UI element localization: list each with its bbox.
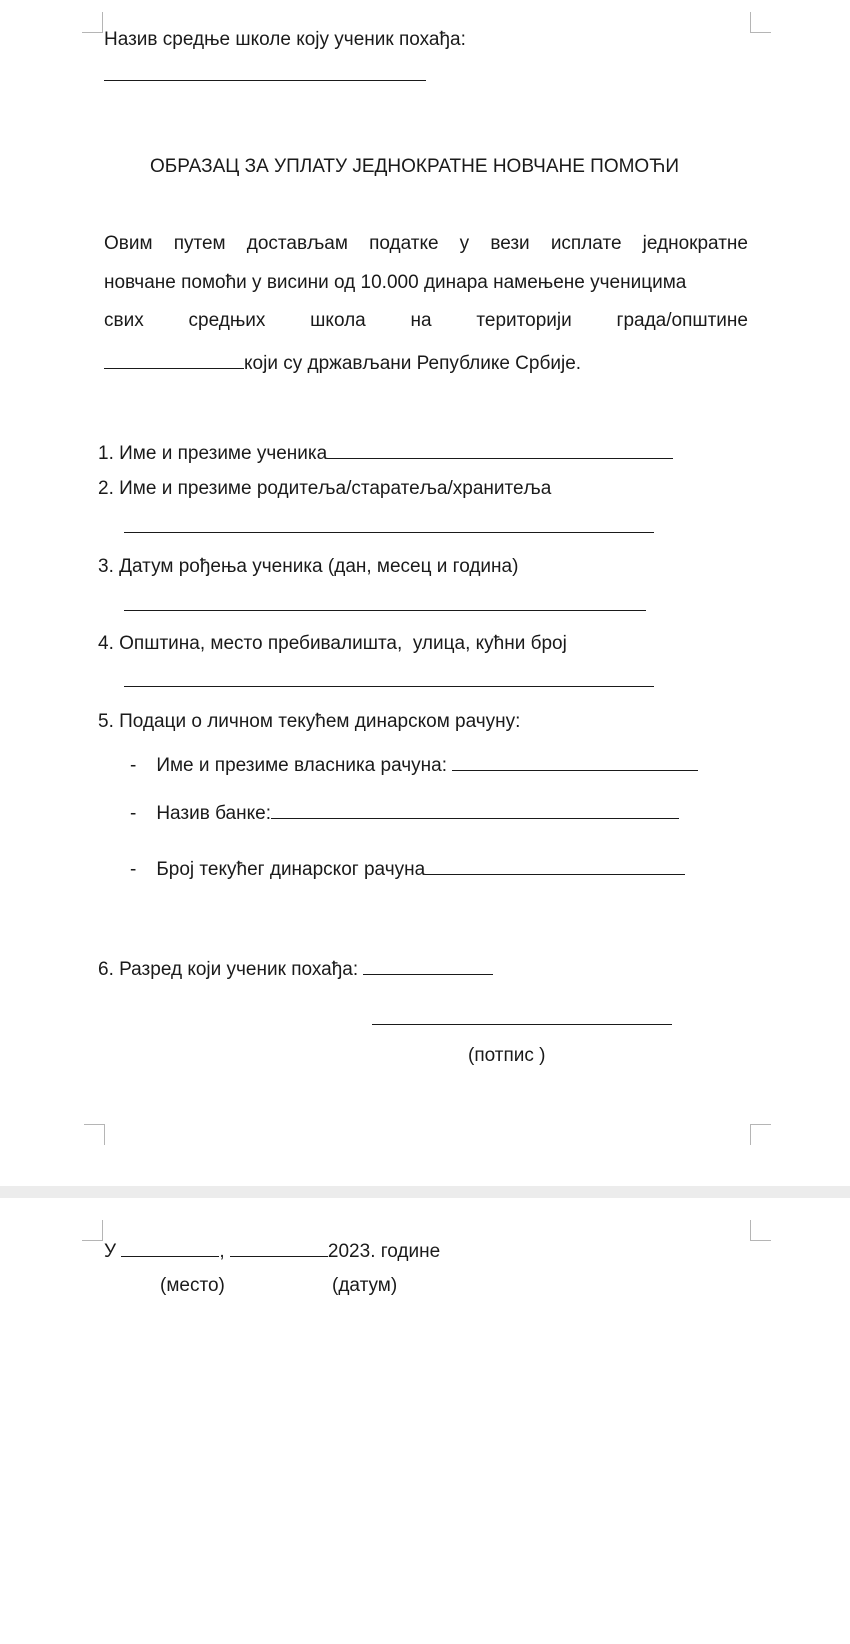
margin-corner-top-left [82,12,103,33]
intro-line-1 [104,232,748,256]
intro-line-4 [104,350,581,376]
signature-field[interactable] [372,1024,672,1025]
account-holder-row [130,752,698,778]
birth-date-field[interactable] [124,610,646,611]
intro-line-3 [104,309,748,333]
school-name-field[interactable] [104,80,426,81]
bank-name-label: Назив банке: [156,803,271,824]
bank-name-row [130,800,679,826]
margin-corner-top-right [750,12,771,33]
intro-word: града/општине [616,310,748,331]
item-number: 3. [98,556,114,577]
item-5 [98,710,520,734]
bullet-dash: - [130,859,137,880]
margin-corner-bottom-left [84,1124,105,1145]
intro-word: једнократне [642,233,748,254]
item-label: Име и презиме ученика [119,443,328,464]
grade-field[interactable] [363,956,493,975]
account-number-row [130,856,685,882]
year-suffix: 2023. године [327,1241,441,1262]
margin-corner-top-left [82,1220,103,1241]
intro-line-2: новчане помоћи у висини од 10.000 динара намењене ученицима [104,272,687,293]
item-2 [98,477,551,501]
intro-word: путем [173,233,226,254]
item-number: 2. [98,478,114,499]
item-number: 1. [98,443,114,464]
school-name-label: Назив средње школе коју ученик похађа: [104,29,466,50]
comma: , [219,1241,225,1262]
intro-word: у [459,233,470,254]
intro-word: школа [310,310,366,331]
place-date-row [104,1238,440,1264]
item-label: Подаци о личном текућем динарском рачуну: [119,711,521,732]
intro-word: исплате [550,233,622,254]
bullet-dash: - [130,755,137,776]
account-holder-field[interactable] [452,752,698,771]
date-caption: (датум) [332,1275,398,1296]
item-1 [98,440,673,466]
item-number: 4. [98,633,114,654]
signature-label: (потпис ) [468,1045,546,1066]
intro-word: територији [476,310,572,331]
margin-corner-top-right [750,1220,771,1241]
intro-word: Овим [104,233,153,254]
place-field[interactable] [121,1238,219,1257]
item-number: 5. [98,711,114,732]
student-name-field[interactable] [327,440,673,459]
place-caption: (место) [160,1275,225,1296]
item-4 [98,632,567,656]
parent-name-field[interactable] [124,532,654,533]
intro-word: вези [490,233,530,254]
intro-word: свих [104,310,144,331]
intro-word: достављам [246,233,348,254]
date-field[interactable] [230,1238,328,1257]
place-prefix: У [104,1241,117,1262]
account-number-label: Број текућег динарског рачуна [156,859,426,880]
intro-word: на [410,310,432,331]
item-number: 6. [98,959,114,980]
account-number-field[interactable] [425,856,685,875]
form-title: ОБРАЗАЦ ЗА УПЛАТУ ЈЕДНОКРАТНЕ НОВЧАНЕ ПОМОЋИ [150,156,680,177]
item-label: Датум рођења ученика (дан, месец и година) [119,556,519,577]
bullet-dash: - [130,803,137,824]
item-label: Име и презиме родитеља/старатеља/хранитеља [119,478,552,499]
document-page-2 [0,1198,850,1644]
intro-word: средњих [188,310,266,331]
account-holder-label: Име и презиме власника рачуна: [156,755,453,776]
item-label: Разред који ученик похађа: [119,959,359,980]
item-label: Општина, место пребивалишта, улица, кућни број [119,633,567,654]
residence-address-field[interactable] [124,686,654,687]
intro-line-4-text: који су држављани Републике Србије. [244,353,582,374]
page-separator [0,1186,850,1198]
intro-word: податке [369,233,439,254]
item-3 [98,555,518,579]
bank-name-field[interactable] [271,800,679,819]
margin-corner-bottom-right [750,1124,771,1145]
municipality-field[interactable] [104,350,244,369]
item-6 [98,956,493,982]
